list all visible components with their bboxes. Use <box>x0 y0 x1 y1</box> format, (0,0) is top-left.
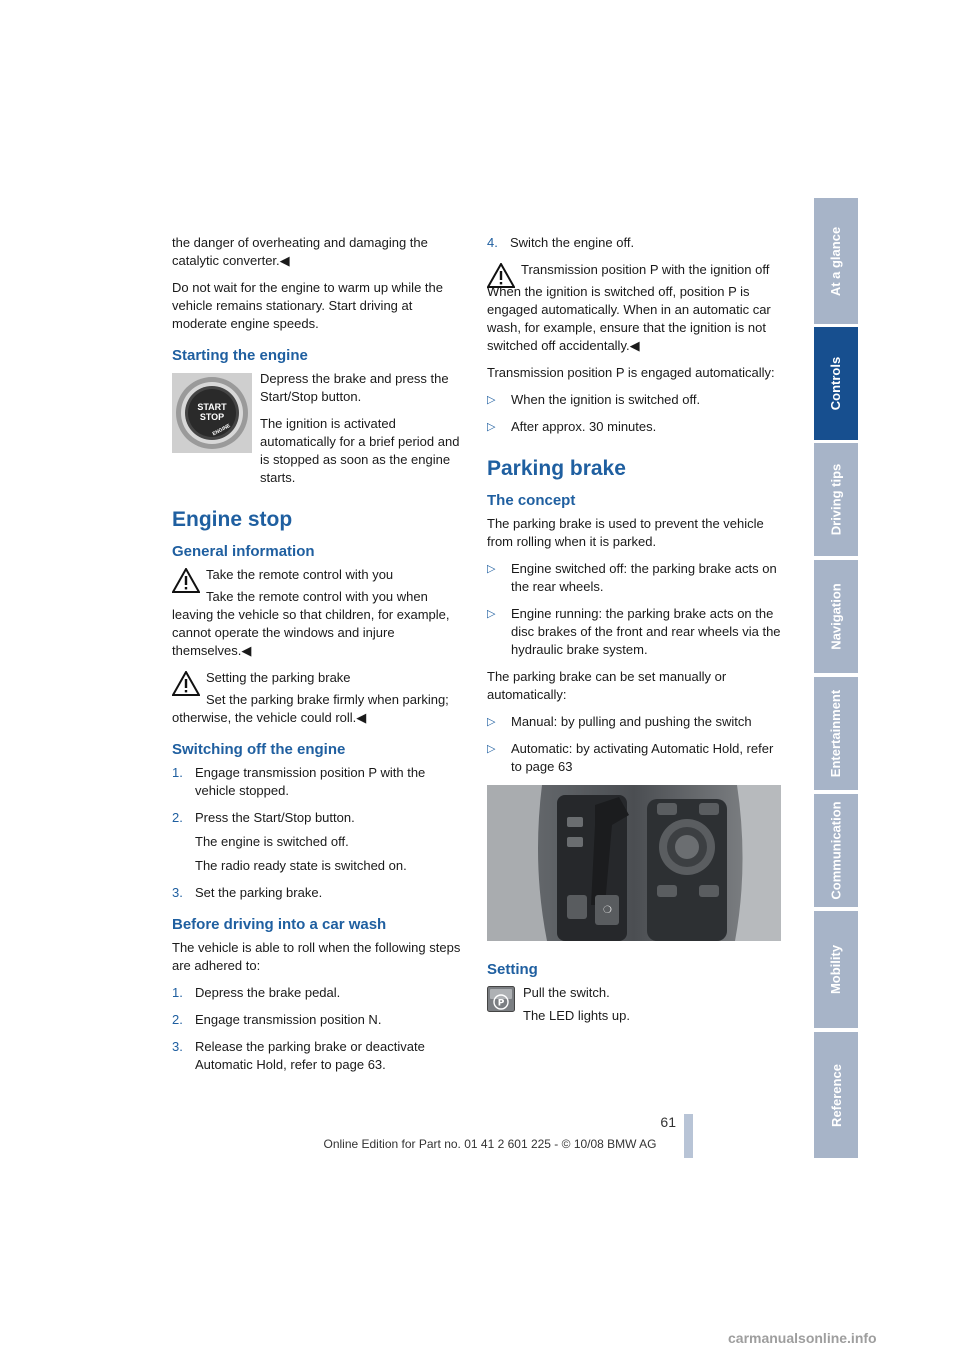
list-item <box>172 809 464 827</box>
step-number: 1. <box>172 985 183 1000</box>
watermark: carmanualsonline.info <box>728 1330 877 1346</box>
svg-text:❍: ❍ <box>603 905 612 916</box>
start-engine-block <box>172 370 464 487</box>
paragraph: The LED lights up. <box>523 1008 630 1023</box>
step-number: 3. <box>172 885 183 900</box>
bullet-text: Engine running: the parking brake acts on the disc brakes of the front and rear wheels via the hydraulic brake system. <box>511 606 781 657</box>
bullet-icon: ▷ <box>487 608 496 620</box>
bullet-text: Automatic: by activating Automatic Hold, refer to page 63 <box>511 741 774 774</box>
step-text: Switch the engine off. <box>510 235 635 250</box>
warning-title: Take the remote control with you <box>206 567 394 582</box>
tab-entertainment[interactable] <box>814 677 858 790</box>
list-item <box>172 764 464 800</box>
tab-label: Entertainment <box>828 689 844 778</box>
tab-label: At a glance <box>828 226 844 296</box>
step-text: Depress the brake pedal. <box>195 985 341 1000</box>
warning-block <box>172 669 464 687</box>
bullet-text: When the ignition is switched off. <box>511 392 701 407</box>
step-number: 4. <box>487 235 498 250</box>
tab-label: Controls <box>828 356 844 411</box>
engine-label: ENGINE <box>211 422 232 438</box>
tab-label: Communication <box>828 801 844 900</box>
center-console-photo <box>487 785 781 941</box>
warning-icon <box>487 263 515 288</box>
bullet-icon: ▷ <box>487 563 496 575</box>
footer-text: Online Edition for Part no. 01 41 2 601 225 - © 10/08 BMW AG <box>323 1137 657 1151</box>
step-text: Set the parking brake. <box>195 885 323 900</box>
warning-text: Take the remote control with you when leaving the vehicle so that children, for example, cannot operate the windows and injure themselves.◀ <box>172 589 450 658</box>
list-item <box>172 1011 464 1029</box>
step-number: 2. <box>172 1012 183 1027</box>
warning-block <box>487 261 781 279</box>
paragraph: Depress the brake and press the Start/Stop button. <box>260 371 449 404</box>
list-item <box>487 560 781 596</box>
tab-mobility[interactable] <box>814 911 858 1028</box>
list-item <box>172 884 464 902</box>
bullet-text: Manual: by pulling and pushing the switch <box>511 714 752 729</box>
tab-navigation[interactable] <box>814 560 858 673</box>
section-heading: The concept <box>487 492 576 509</box>
bullet-icon: ▷ <box>487 394 496 406</box>
chapter-heading: Parking brake <box>487 457 626 480</box>
step-number: 3. <box>172 1039 183 1054</box>
paragraph: The ignition is activated automatically for a brief period and is stopped as soon as the engine starts. <box>260 416 460 485</box>
tab-at-a-glance[interactable] <box>814 198 858 324</box>
bullet-text: Engine switched off: the parking brake acts on the rear wheels. <box>511 561 777 594</box>
setting-block <box>487 984 781 1025</box>
tab-driving-tips[interactable] <box>814 443 858 556</box>
list-item <box>487 418 781 436</box>
bullet-icon: ▷ <box>487 743 496 755</box>
warning-block <box>172 566 464 584</box>
warning-text: Set the parking brake firmly when parking; otherwise, the vehicle could roll.◀ <box>172 692 449 725</box>
section-heading: Switching off the engine <box>172 741 346 758</box>
start-stop-button-icon <box>172 373 252 453</box>
list-item <box>487 740 781 776</box>
bullet-icon: ▷ <box>487 421 496 433</box>
page-number-bar <box>684 1114 693 1158</box>
warning-text: When the ignition is switched off, position P is engaged automatically. When in an automatic car wash, for example, ensure that the ignition is not switched off accidentally.◀ <box>487 284 771 353</box>
warning-icon <box>172 568 200 593</box>
step-number: 2. <box>172 810 183 825</box>
right-column <box>487 234 781 1034</box>
tab-communication[interactable] <box>814 794 858 907</box>
bullet-icon: ▷ <box>487 716 496 728</box>
section-heading: General information <box>172 543 315 560</box>
paragraph: The parking brake is used to prevent the vehicle from rolling when it is parked. <box>487 516 764 549</box>
list-item <box>172 1038 464 1074</box>
step-detail: The radio ready state is switched on. <box>195 858 407 873</box>
bullet-text: After approx. 30 minutes. <box>511 419 657 434</box>
paragraph: Pull the switch. <box>523 985 610 1000</box>
section-heading: Starting the engine <box>172 347 308 364</box>
page-number: 61 <box>660 1114 676 1130</box>
step-text: Press the Start/Stop button. <box>195 810 355 825</box>
start-label: START <box>197 402 227 412</box>
warning-title: Transmission position P with the ignition off <box>521 262 770 277</box>
list-item <box>172 984 464 1002</box>
step-text: Engage transmission position N. <box>195 1012 382 1027</box>
stop-label: STOP <box>199 412 225 422</box>
paragraph: Transmission position P is engaged automatically: <box>487 365 775 380</box>
chapter-heading: Engine stop <box>172 508 293 531</box>
step-text: Release the parking brake or deactivate Automatic Hold, refer to page 63. <box>195 1039 425 1072</box>
list-item <box>487 391 781 409</box>
paragraph: The parking brake can be set manually or automatically: <box>487 669 727 702</box>
step-text: Engage transmission position P with the vehicle stopped. <box>195 765 426 798</box>
left-column <box>172 234 464 1083</box>
tab-reference[interactable] <box>814 1032 858 1158</box>
svg-text:P: P <box>497 998 505 1009</box>
step-number: 1. <box>172 765 183 780</box>
list-item <box>487 713 781 731</box>
tab-label: Driving tips <box>828 463 844 536</box>
paragraph: The vehicle is able to roll when the following steps are adhered to: <box>172 940 461 973</box>
list-item <box>487 605 781 659</box>
list-item <box>487 234 781 252</box>
paragraph: the danger of overheating and damaging the catalytic converter.◀ <box>172 235 428 268</box>
warning-title: Setting the parking brake <box>206 670 351 685</box>
tab-label: Mobility <box>828 944 844 995</box>
warning-icon <box>172 671 200 696</box>
tab-controls[interactable] <box>814 327 858 440</box>
paragraph: Do not wait for the engine to warm up while the vehicle remains stationary. Start driving at moderate engine speeds. <box>172 280 443 331</box>
step-detail: The engine is switched off. <box>195 834 349 849</box>
section-heading: Before driving into a car wash <box>172 916 387 933</box>
tab-label: Reference <box>828 1063 844 1127</box>
section-heading: Setting <box>487 961 538 978</box>
tab-label: Navigation <box>828 583 844 650</box>
parking-brake-switch-icon <box>487 986 515 1012</box>
